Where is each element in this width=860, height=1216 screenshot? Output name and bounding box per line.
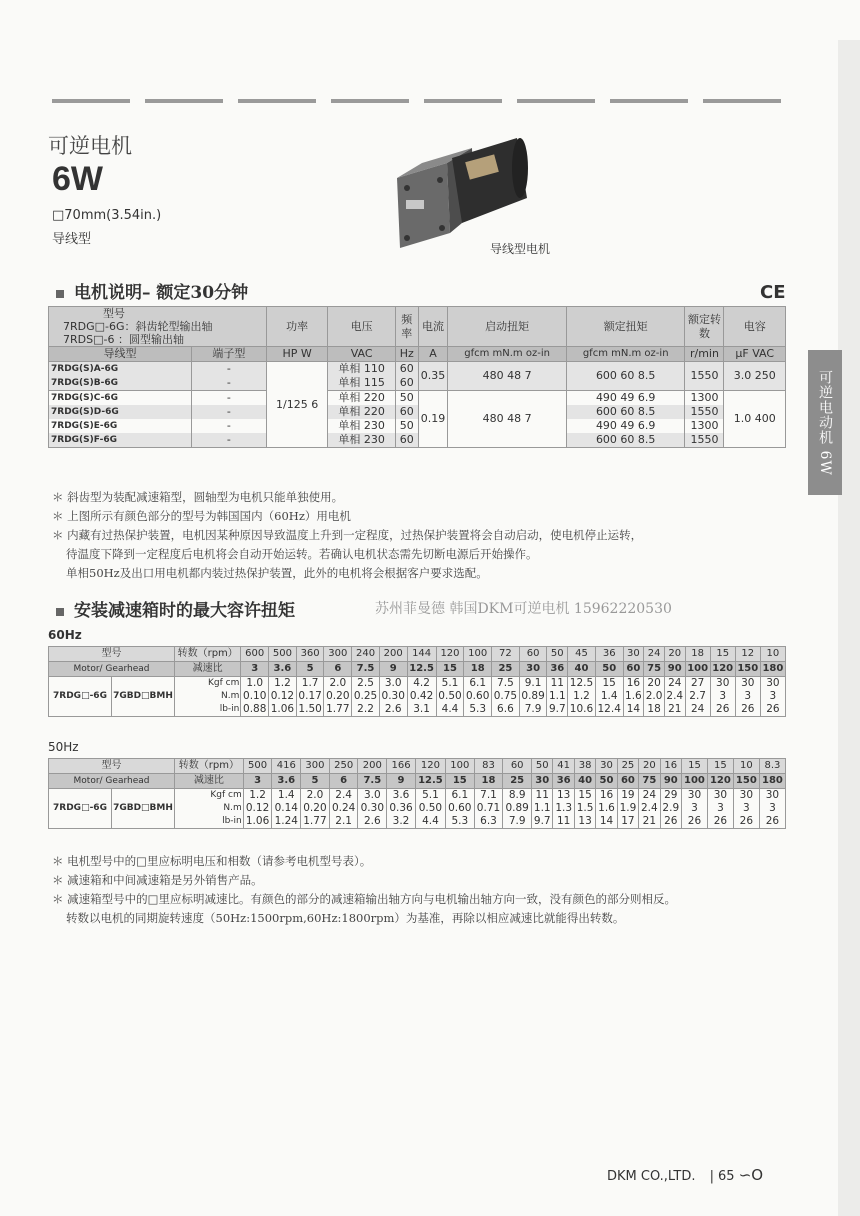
ratio-cell: 6 [324, 662, 352, 677]
speed-cell: 200 [379, 647, 407, 662]
torque-cell: 0.30 [358, 802, 387, 815]
torque-cell: 13 [574, 815, 595, 829]
torque-cell: 21 [639, 815, 660, 829]
torque-cell: 0.88 [241, 703, 269, 717]
torque-cell: 26 [660, 815, 681, 829]
ratio-cell: 7.5 [358, 774, 387, 789]
torque-cell: 26 [760, 703, 785, 717]
ratio-cell: 36 [553, 774, 574, 789]
torque-cell: 1.2 [269, 677, 297, 691]
torque-cell: 7.1 [474, 789, 503, 803]
gearhead-model: 7GBD□BMH [112, 677, 175, 717]
torque-cell: 20 [644, 677, 665, 691]
ratio-cell: 18 [464, 662, 492, 677]
torque-cell: 11 [553, 815, 574, 829]
motor-type: 导线型 [52, 232, 92, 247]
torque-cell: 24 [685, 703, 710, 717]
ratio-cell: 25 [503, 774, 532, 789]
torque-cell: 6.6 [492, 703, 520, 717]
speed-cell: 15 [707, 759, 733, 774]
brand-icon: ∽O [738, 1166, 764, 1184]
unit-label: N.m [175, 802, 244, 815]
torque-cell: 10.6 [568, 703, 596, 717]
ratio-cell: 3 [241, 662, 269, 677]
spec-row: 7RDG(S)A-6G - 1/125 6 单相 110 60 0.35 480 48 7 600 60 8.5 1550 3.0 250 [49, 362, 786, 377]
torque-cell: 1.6 [625, 690, 642, 702]
spec-notes: ＊ 斜齿型为装配减速箱型，圆轴型为电机只能单独使用。 ＊ 上图所示有颜色部分的型号为韩国国内（60Hz）用电机 ＊ 内藏有过热保护装置，电机因某种原因导致温度上升到一定程度，过热保护装置将会自动启动，使电机停止运转， 待温度下降到一定程度后电机将会自动开始运转。若确认电机状态需先切断电源后开始操作。 单相50Hz及出口用电机都内装过热保护装置，此外的电机将会根据客户要求选配。 [52, 490, 643, 580]
torque-cell: 0.14 [272, 802, 301, 815]
torque-cell: 2.0 [301, 789, 330, 803]
torque-cell: 4.4 [415, 815, 445, 829]
spec-row: 7RDG(S)B-6G - 单相 115 60 [49, 376, 786, 391]
unit-label: N.m [175, 690, 241, 703]
torque-cell: 0.24 [329, 802, 358, 815]
torque-cell: 1.4 [595, 690, 623, 703]
torque-cell: 1.50 [296, 703, 324, 717]
torque-cell: 3 [710, 690, 735, 703]
torque-cell: 17 [617, 815, 638, 829]
label-60hz: 60Hz [48, 628, 82, 642]
speed-cell: 38 [574, 759, 595, 774]
ratio-cell: 50 [596, 774, 617, 789]
torque-cell: 13 [553, 789, 574, 803]
torque-cell: 2.2 [352, 703, 380, 717]
ratio-cell: 15 [445, 774, 474, 789]
spec-row: 7RDG(S)E-6G - 单相 230 50 490 49 6.9 1300 [49, 419, 786, 433]
speed-cell: 120 [415, 759, 445, 774]
unit-label: lb-in [175, 815, 244, 829]
torque-cell: 1.06 [243, 815, 272, 829]
header-motor: Motor/ Gearhead [49, 662, 175, 677]
ratio-cell: 180 [759, 774, 785, 789]
torque-cell: 1.5 [574, 802, 595, 815]
torque-cell: 4.4 [436, 703, 464, 717]
motor-model: 7RDG□-6G [49, 789, 112, 829]
speed-cell: 600 [241, 647, 269, 662]
ratio-cell: 25 [492, 662, 520, 677]
torque-cell: 2.6 [358, 815, 387, 829]
speed-cell: 100 [445, 759, 474, 774]
torque-cell: 21 [664, 703, 685, 717]
torque-cell: 1.77 [324, 703, 352, 717]
torque-cell: 12.5 [568, 677, 596, 691]
torque-cell: 3.0 [379, 677, 407, 691]
ratio-cell: 9 [387, 774, 416, 789]
ratio-cell: 40 [574, 774, 595, 789]
ratio-cell: 5 [301, 774, 330, 789]
torque-cell: 2.5 [352, 677, 380, 691]
speed-cell: 50 [547, 647, 568, 662]
torque-cell: 2.4 [639, 802, 660, 815]
speed-cell: 30 [623, 647, 644, 662]
torque-cell: 1.4 [272, 789, 301, 803]
ratio-cell: 30 [519, 662, 547, 677]
torque-cell: 7.9 [503, 815, 532, 829]
ratio-cell: 180 [760, 662, 785, 677]
ratio-cell: 3 [243, 774, 272, 789]
ratio-cell: 15 [436, 662, 464, 677]
torque-cell: 0.20 [324, 690, 352, 703]
torque-cell: 3.1 [407, 703, 436, 717]
torque-cell: 16 [623, 677, 644, 691]
ratio-cell: 12.5 [407, 662, 436, 677]
gear-table-60hz [48, 646, 786, 717]
header-model: 型号 [49, 759, 175, 774]
torque-cell: 26 [733, 815, 759, 829]
unit-label: lb-in [175, 703, 241, 717]
footer: DKM CO.,LTD. | 65 ∽O [607, 1166, 764, 1184]
torque-cell: 3 [759, 802, 785, 815]
torque-cell: 15 [574, 789, 595, 803]
torque-cell: 15 [595, 677, 623, 691]
torque-cell: 0.89 [503, 802, 532, 815]
torque-cell: 30 [759, 789, 785, 803]
torque-cell: 0.25 [352, 690, 380, 703]
ratio-cell: 12.5 [415, 774, 445, 789]
ratio-cell: 100 [681, 774, 707, 789]
torque-cell: 16 [596, 789, 617, 803]
header-speed: 转数（rpm） [175, 647, 241, 662]
ratio-cell: 60 [617, 774, 638, 789]
image-caption: 导线型电机 [490, 242, 551, 256]
spec-row: 7RDG(S)D-6G - 单相 220 60 600 60 8.5 1550 [49, 405, 786, 419]
ratio-cell: 120 [707, 774, 733, 789]
motor-model: 7RDG□-6G [49, 677, 112, 717]
speed-cell: 41 [553, 759, 574, 774]
company-name: DKM CO.,LTD. [607, 1169, 696, 1184]
speed-cell: 500 [269, 647, 297, 662]
torque-cell: 3 [735, 690, 760, 703]
speed-cell: 120 [436, 647, 464, 662]
torque-cell: 1.2 [568, 690, 596, 703]
header-ratio: 减速比 [175, 774, 244, 789]
speed-cell: 25 [617, 759, 638, 774]
torque-cell: 2.9 [660, 802, 681, 815]
speed-cell: 166 [387, 759, 416, 774]
torque-cell: 2.1 [329, 815, 358, 829]
torque-cell: 9.7 [532, 815, 553, 829]
torque-cell: 4.2 [407, 677, 436, 691]
label-50hz: 50Hz [48, 740, 79, 754]
torque-cell: 3.0 [358, 789, 387, 803]
torque-cell: 0.42 [407, 690, 436, 703]
page-edge [838, 40, 860, 1216]
gear-table-50hz [48, 758, 786, 829]
torque-cell: 2.4 [329, 789, 358, 803]
torque-cell: 30 [681, 789, 707, 803]
speed-cell: 60 [503, 759, 532, 774]
torque-cell: 1.6 [596, 802, 617, 815]
ratio-cell: 18 [474, 774, 503, 789]
ratio-cell: 5 [296, 662, 324, 677]
torque-cell: 3 [681, 802, 707, 815]
page-title: 可逆电机 [48, 134, 132, 158]
torque-cell: 2.0 [324, 677, 352, 691]
power-rating: 6W [52, 160, 103, 198]
torque-cell: 7.9 [519, 703, 547, 717]
ratio-cell: 50 [595, 662, 623, 677]
speed-cell: 72 [492, 647, 520, 662]
ratio-cell: 120 [710, 662, 735, 677]
ratio-cell: 6 [329, 774, 358, 789]
torque-cell: 1.9 [617, 802, 638, 815]
torque-cell: 3 [707, 802, 733, 815]
torque-cell: 0.89 [519, 690, 547, 703]
torque-cell: 18 [644, 703, 665, 717]
spec-row: 7RDG(S)F-6G - 单相 230 60 600 60 8.5 1550 [49, 433, 786, 448]
spec-row: 7RDG(S)C-6G - 单相 220 50 0.19 480 48 7 490 49 6.9 1300 1.0 400 [49, 391, 786, 406]
ratio-cell: 36 [547, 662, 568, 677]
torque-cell: 7.5 [492, 677, 520, 691]
torque-cell: 0.12 [269, 690, 297, 703]
ratio-cell: 90 [664, 662, 685, 677]
speed-cell: 50 [532, 759, 553, 774]
speed-cell: 8.3 [759, 759, 785, 774]
torque-cell: 0.17 [296, 690, 324, 703]
torque-cell: 12.4 [595, 703, 623, 717]
torque-cell: 3 [760, 690, 785, 703]
torque-cell: 30 [733, 789, 759, 803]
speed-cell: 83 [474, 759, 503, 774]
torque-cell: 3.6 [387, 789, 416, 803]
torque-cell: 1.1 [532, 802, 553, 815]
torque-cell: 6.1 [445, 789, 474, 803]
ratio-cell: 90 [660, 774, 681, 789]
frame-size: □70mm(3.54in.) [52, 208, 162, 223]
torque-cell: 24 [639, 789, 660, 803]
torque-cell: 0.36 [387, 802, 416, 815]
torque-cell: 0.60 [445, 802, 474, 815]
ratio-cell: 150 [735, 662, 760, 677]
torque-cell: 2.7 [685, 690, 710, 703]
torque-cell: 2.6 [379, 703, 407, 717]
gearhead-model: 7GBD□BMH [112, 789, 175, 829]
torque-cell: 0.75 [492, 690, 520, 703]
spec-table: 型号 7RDG□-6G：斜齿轮型输出轴 7RDS□-6 ：圆型输出轴 功率 电压 频率 电流 启动扭矩 额定扭矩 额定转数 电容 导线型 端子型 HP W VAC Hz A gfcm mN.m oz-in gfcm mN.m oz-in r/min μF VAC 7RDG(S)A-6G - 1/125 6 单相 110 60 0.35 480 48 7 600 60 8.5 1550 3.0 250 7RDG(S)B-6G - 单相 115 60 7RDG(S)C-6G - 单相 220 50 0.19 480 48 7 490 49 6.9 1300 1.0 400 7RDG(S)D-6G - 单相 220 60 600 60 8.5 1550 7RDG(S)E-6G - 单相 230 50 490 49 6.9 1300 7RDG(S)F-6G - 单相 230 60 600 60 8.5 1550 [48, 306, 786, 448]
speed-cell: 144 [407, 647, 436, 662]
unit-label: Kgf cm [175, 789, 244, 803]
speed-cell: 45 [568, 647, 596, 662]
torque-cell: 27 [685, 677, 710, 691]
torque-cell: 6.1 [464, 677, 492, 691]
speed-cell: 18 [685, 647, 710, 662]
torque-cell: 6.3 [474, 815, 503, 829]
section-spec-title: 电机说明– 额定30分钟 [56, 278, 248, 303]
torque-cell: 26 [710, 703, 735, 717]
torque-cell: 0.30 [379, 690, 407, 703]
speed-cell: 20 [639, 759, 660, 774]
torque-cell: 19 [617, 789, 638, 803]
speed-cell: 250 [329, 759, 358, 774]
torque-cell: 9.7 [548, 703, 566, 715]
unit-label: Kgf cm [175, 677, 241, 691]
torque-cell: 2.0 [645, 690, 663, 702]
torque-cell: 1.24 [272, 815, 301, 829]
speed-cell: 300 [301, 759, 330, 774]
torque-cell: 3 [733, 802, 759, 815]
header-model: 型号 [49, 647, 175, 662]
speed-cell: 360 [296, 647, 324, 662]
speed-cell: 36 [595, 647, 623, 662]
speed-cell: 12 [735, 647, 760, 662]
ratio-cell: 40 [568, 662, 596, 677]
speed-cell: 200 [358, 759, 387, 774]
torque-cell: 30 [710, 677, 735, 691]
page-number: 65 [718, 1169, 735, 1184]
torque-cell: 1.77 [301, 815, 330, 829]
torque-cell: 1.2 [243, 789, 272, 803]
torque-cell: 5.1 [415, 789, 445, 803]
torque-cell: 14 [596, 815, 617, 829]
ratio-cell: 30 [532, 774, 553, 789]
torque-cell: 30 [735, 677, 760, 691]
torque-cell: 30 [760, 677, 785, 691]
torque-cell: 0.12 [243, 802, 272, 815]
speed-cell: 10 [760, 647, 785, 662]
torque-cell: 0.71 [474, 802, 503, 815]
speed-cell: 416 [272, 759, 301, 774]
torque-cell: 11 [532, 789, 553, 803]
section-gear-title: 安装减速箱时的最大容许扭矩 [56, 596, 295, 621]
torque-cell: 8.9 [503, 789, 532, 803]
torque-cell: 1.3 [553, 802, 574, 815]
ratio-cell: 150 [733, 774, 759, 789]
ratio-cell: 9 [379, 662, 407, 677]
torque-cell: 0.20 [301, 802, 330, 815]
ratio-cell: 7.5 [352, 662, 380, 677]
torque-cell: 26 [759, 815, 785, 829]
torque-cell: 0.10 [241, 690, 269, 703]
speed-cell: 240 [352, 647, 380, 662]
torque-cell: 11 [547, 677, 568, 691]
speed-cell: 24 [644, 647, 665, 662]
ratio-cell: 3.6 [272, 774, 301, 789]
speed-cell: 100 [464, 647, 492, 662]
speed-cell: 300 [324, 647, 352, 662]
torque-cell: 0.60 [464, 690, 492, 703]
contact-text: 苏州菲曼德 韩国DKM可逆电机 15962220530 [375, 601, 672, 617]
torque-cell: 5.3 [464, 703, 492, 717]
torque-cell: 26 [707, 815, 733, 829]
gear-notes: ＊ 电机型号中的□里应标明电压和相数（请参考电机型号表）。 ＊ 减速箱和中间减速箱是另外销售产品。 ＊ 减速箱型号中的□里应标明减速比。有颜色的部分的减速箱输出轴方向与电机输出轴方向一致，没有颜色的部分则相反。 转数以电机的同期旋转速度（50Hz:1500rpm,60Hz:1800rpm）为基准，再除以相应减速比就能得出转数。 [52, 854, 677, 925]
ratio-cell: 75 [644, 662, 665, 677]
ce-mark: CE [760, 282, 786, 303]
torque-cell: 26 [735, 703, 760, 717]
torque-cell: 14 [623, 703, 644, 717]
speed-cell: 16 [660, 759, 681, 774]
torque-cell: 5.3 [445, 815, 474, 829]
speed-cell: 60 [519, 647, 547, 662]
torque-cell: 30 [707, 789, 733, 803]
speed-cell: 15 [710, 647, 735, 662]
header-speed: 转数（rpm） [175, 759, 244, 774]
header-ratio: 减速比 [175, 662, 241, 677]
speed-cell: 15 [681, 759, 707, 774]
torque-cell: 3.2 [387, 815, 416, 829]
header-motor: Motor/ Gearhead [49, 774, 175, 789]
speed-cell: 30 [596, 759, 617, 774]
torque-cell: 0.50 [415, 802, 445, 815]
torque-cell: 29 [660, 789, 681, 803]
ratio-cell: 100 [685, 662, 710, 677]
speed-cell: 500 [243, 759, 272, 774]
torque-cell: 5.1 [436, 677, 464, 691]
torque-cell: 1.0 [241, 677, 269, 691]
torque-cell: 9.1 [519, 677, 547, 691]
torque-cell: 1.06 [269, 703, 297, 717]
ratio-cell: 3.6 [269, 662, 297, 677]
torque-cell: 1.1 [548, 690, 566, 702]
torque-cell: 24 [664, 677, 685, 691]
speed-cell: 10 [733, 759, 759, 774]
side-tab: 可逆电动机 6W [808, 350, 842, 495]
ratio-cell: 60 [623, 662, 644, 677]
ratio-cell: 75 [639, 774, 660, 789]
torque-cell: 0.50 [436, 690, 464, 703]
torque-cell: 1.7 [296, 677, 324, 691]
torque-cell: 26 [681, 815, 707, 829]
speed-cell: 20 [664, 647, 685, 662]
torque-cell: 2.4 [666, 690, 684, 702]
